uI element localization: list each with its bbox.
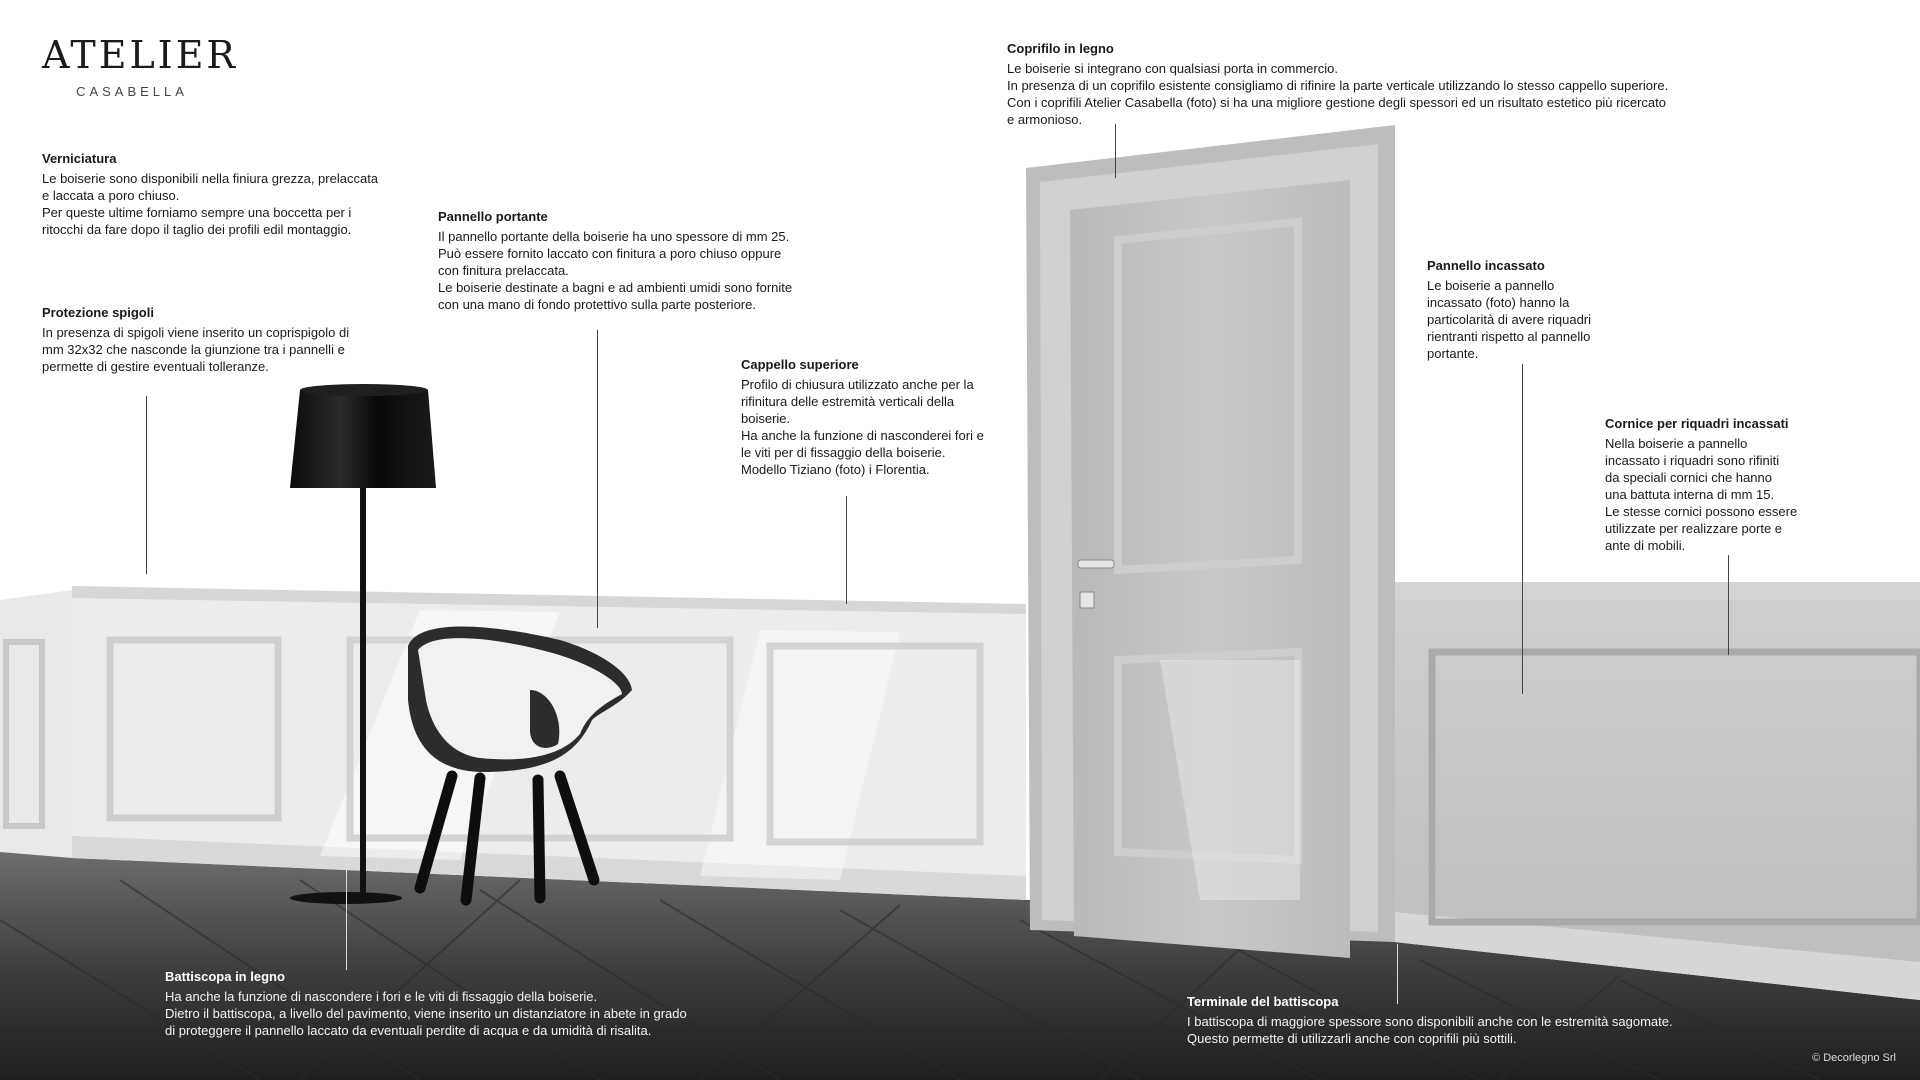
copyright: © Decorlegno Srl [1812, 1052, 1896, 1064]
note-pannello-incassato-text: Le boiserie a pannello incassato (foto) hanno la particolarità di avere riquadri rientranti rispetto al pannello portante. [1427, 278, 1592, 361]
ref-line-coprifilo [1115, 124, 1116, 178]
note-terminale-text: I battiscopa di maggiore spessore sono disponibili anche con le estremità sagomate. Questo permette di utilizzarli anche con coprifili più sottili. [1187, 1014, 1673, 1046]
lamp-shade-top [300, 384, 428, 396]
lamp-pole [360, 470, 366, 900]
note-cornice-title: Cornice per riquadri incassati [1605, 416, 1789, 431]
ref-line-pannello-incassato [1522, 364, 1523, 694]
note-coprifilo-text: Le boiserie si integrano con qualsiasi porta in commercio. In presenza di un coprifilo esistente consigliamo di rifinire la parte verticale utilizzando lo stesso cappello superiore. Con i coprifili Atelier Casabella (foto) si ha una migliore gestione degli spessori ed un risultato estetico più ricercato e armonioso. [1007, 61, 1669, 127]
note-cornice-text: Nella boiserie a pannello incassato i riquadri sono rifiniti da speciali cornici che hanno una battuta interna di mm 15. Le stesse cornici possono essere utilizzate per realizzare porte e ante di mobili. [1605, 436, 1798, 553]
ref-line-cornice [1728, 555, 1729, 655]
note-cappello-title: Cappello superiore [741, 357, 859, 372]
note-verniciatura-text: Le boiserie sono disponibili nella finiura grezza, prelaccata e laccata a poro chiuso. Per queste ultime forniamo sempre una boccetta per i ritocchi da fare dopo il taglio dei profili edil montaggio. [42, 171, 379, 237]
brand-logo [42, 33, 239, 99]
note-verniciatura [42, 150, 402, 238]
note-cornice [1605, 415, 1835, 554]
note-terminale [1187, 993, 1747, 1047]
brand-tagline: CASABELLA [76, 84, 188, 99]
left-corner-panel [0, 590, 72, 858]
door-handle [1078, 560, 1114, 568]
right-cap-rail [1395, 582, 1920, 600]
note-coprifilo [1007, 40, 1727, 128]
note-pannello-incassato-title: Pannello incassato [1427, 258, 1545, 273]
note-pannello-incassato [1427, 257, 1627, 362]
note-coprifilo-title: Coprifilo in legno [1007, 41, 1114, 56]
door-lock [1080, 592, 1094, 608]
ref-line-battiscopa [346, 856, 347, 970]
note-pannello-portante [438, 208, 818, 313]
note-protezione-text: In presenza di spigoli viene inserito un coprispigolo di mm 32x32 che nasconde la giunzione tra i pannelli e permette di gestire eventuali tolleranze. [42, 325, 350, 374]
note-battiscopa [165, 968, 745, 1039]
note-pannello-portante-text: Il pannello portante della boiserie ha uno spessore di mm 25. Può essere fornito laccato con finitura a poro chiuso oppure con finitura prelaccata. Le boiserie destinate a bagni e ad ambienti umidi sono fornite con una mano di fondo protettivo sulla parte posteriore. [438, 229, 793, 312]
brand-name: ATELIER [42, 33, 239, 77]
note-verniciatura-title: Verniciatura [42, 151, 117, 166]
note-battiscopa-title: Battiscopa in legno [165, 969, 285, 984]
note-terminale-title: Terminale del battiscopa [1187, 994, 1339, 1009]
note-battiscopa-text: Ha anche la funzione di nascondere i fori e le viti di fissaggio della boiserie. Dietro il battiscopa, a livello del pavimento, viene inserito un distanziatore in abete in grado di proteggere il pannello laccato da eventuali perdite di acqua e da umidità di risalita. [165, 989, 687, 1038]
ref-line-cappello [846, 496, 847, 604]
note-protezione-spigoli [42, 304, 382, 375]
lamp-shade [290, 390, 436, 488]
ref-line-protezione [146, 396, 147, 574]
note-cappello-superiore [741, 356, 1011, 478]
note-pannello-portante-title: Pannello portante [438, 209, 548, 224]
note-protezione-title: Protezione spigoli [42, 305, 154, 320]
note-cappello-text: Profilo di chiusura utilizzato anche per la rifinitura delle estremità verticali della boiserie. Ha anche la funzione di nasconderei fori e le viti per di fissaggio della boiserie. Modello Tiziano (foto) i Florentia. [741, 377, 984, 477]
ref-line-pannello-portante [597, 330, 598, 628]
